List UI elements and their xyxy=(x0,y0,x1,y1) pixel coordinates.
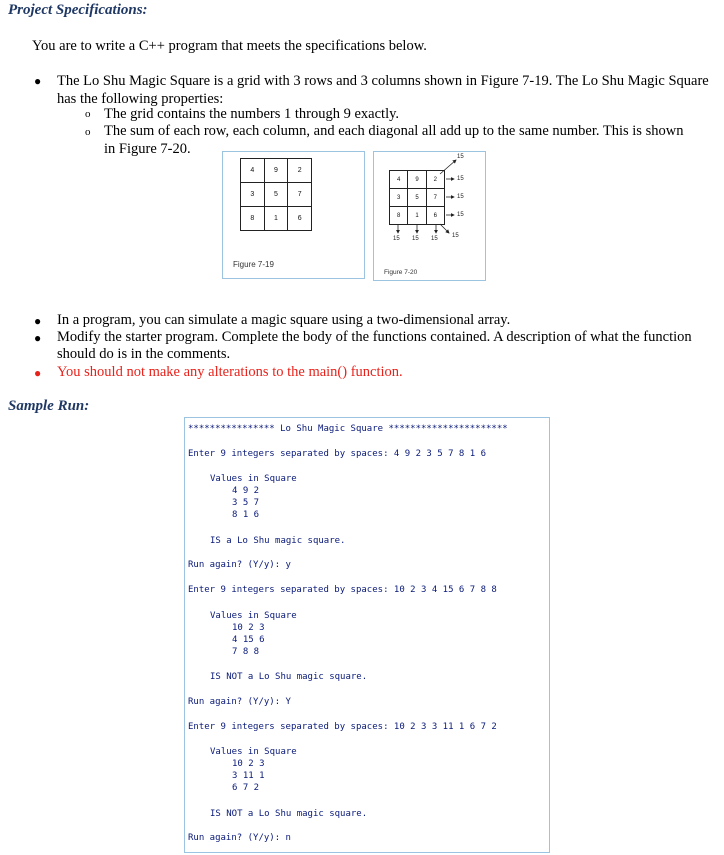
sum-label: 15 xyxy=(457,194,464,200)
console-line: 3 11 1 xyxy=(232,771,265,781)
figure-7-19 xyxy=(222,151,365,279)
intro-text: You are to write a C++ program that meets the specifications below. xyxy=(32,38,427,54)
sub-bullet-2-line-1: The sum of each row, each column, and each diagonal all add up to the same number. This is shown xyxy=(104,123,684,139)
bullet-1-line-1: The Lo Shu Magic Square is a grid with 3 rows and 3 columns shown in Figure 7-19. The Lo Shu Magic Square xyxy=(57,73,709,89)
grid-cell: 1 xyxy=(408,207,426,225)
console-line: Enter 9 integers separated by spaces: 10 2 3 3 11 1 6 7 2 xyxy=(188,722,497,732)
bullet-marker: ● xyxy=(34,74,42,88)
diagonal-arrow-up xyxy=(440,160,456,174)
bullet-marker: ● xyxy=(34,314,42,328)
console-line: 10 2 3 xyxy=(232,623,265,633)
sum-label: 15 xyxy=(431,236,438,242)
grid-cell: 3 xyxy=(390,189,408,207)
lo-shu-grid xyxy=(240,158,312,231)
figure-7-20 xyxy=(373,151,486,281)
console-line: Values in Square xyxy=(210,611,297,621)
grid-cell: 4 xyxy=(241,159,265,183)
console-line: Enter 9 integers separated by spaces: 4 9 2 3 5 7 8 1 6 xyxy=(188,449,487,459)
sum-label: 15 xyxy=(457,176,464,182)
grid-cell: 8 xyxy=(241,207,265,231)
grid-cell: 7 xyxy=(426,189,444,207)
bullet-1-line-2: has the following properties: xyxy=(57,91,224,107)
sub-bullet-marker: o xyxy=(85,108,91,120)
console-line: 3 5 7 xyxy=(232,498,260,508)
console-line: Run again? (Y/y): n xyxy=(188,833,291,843)
grid-cell: 9 xyxy=(408,171,426,189)
sum-label: 15 xyxy=(412,236,419,242)
grid-cell: 6 xyxy=(288,207,312,231)
grid-cell: 5 xyxy=(408,189,426,207)
grid-cell: 8 xyxy=(390,207,408,225)
figure-7-20-caption: Figure 7-20 xyxy=(384,269,418,276)
grid-cell: 7 xyxy=(288,183,312,207)
grid-cell: 2 xyxy=(288,159,312,183)
grid-cell: 3 xyxy=(241,183,265,207)
project-specifications-heading: Project Specifications: xyxy=(8,2,148,18)
sum-label: 15 xyxy=(457,154,464,160)
bullet-3-line-2: should do is in the comments. xyxy=(57,346,231,362)
sum-label: 15 xyxy=(452,233,459,239)
sample-run-heading: Sample Run: xyxy=(8,398,90,414)
console-line: Values in Square xyxy=(210,747,297,757)
sum-label: 15 xyxy=(457,212,464,218)
sum-label: 15 xyxy=(393,236,400,242)
console-line: 8 1 6 xyxy=(232,510,260,520)
console-line: 6 7 2 xyxy=(232,783,260,793)
console-line: IS NOT a Lo Shu magic square. xyxy=(210,672,368,682)
console-line: IS a Lo Shu magic square. xyxy=(210,536,346,546)
grid-cell: 1 xyxy=(264,207,288,231)
sub-bullet-1: The grid contains the numbers 1 through 9 exactly. xyxy=(104,106,400,122)
diagonal-arrow-down xyxy=(440,224,449,233)
grid-cell: 4 xyxy=(390,171,408,189)
grid-cell: 5 xyxy=(264,183,288,207)
grid-cell: 9 xyxy=(264,159,288,183)
console-line: 4 9 2 xyxy=(232,486,260,496)
console-line: **************** Lo Shu Magic Square ********************** xyxy=(188,424,508,434)
bullet-4-warning: You should not make any alterations to the main() function. xyxy=(57,364,403,380)
console-line: Values in Square xyxy=(210,474,297,484)
grid-cell: 2 xyxy=(426,171,444,189)
console-line: Run again? (Y/y): y xyxy=(188,560,291,570)
bullet-3-line-1: Modify the starter program. Complete the body of the functions contained. A description of what the function xyxy=(57,329,692,345)
bullet-marker: ● xyxy=(34,366,42,380)
grid-cell: 6 xyxy=(426,207,444,225)
console-line: 10 2 3 xyxy=(232,759,265,769)
bullet-2: In a program, you can simulate a magic square using a two-dimensional array. xyxy=(57,312,511,328)
console-line: Run again? (Y/y): Y xyxy=(188,697,291,707)
sum-arrows xyxy=(374,152,485,280)
console-line: 7 8 8 xyxy=(232,647,260,657)
sub-bullet-marker: o xyxy=(85,126,91,138)
console-output xyxy=(184,417,550,853)
console-line: IS NOT a Lo Shu magic square. xyxy=(210,809,368,819)
console-line: Enter 9 integers separated by spaces: 10 2 3 4 15 6 7 8 8 xyxy=(188,585,497,595)
figure-7-19-caption: Figure 7-19 xyxy=(233,260,274,269)
console-line: 4 15 6 xyxy=(232,635,265,645)
bullet-marker: ● xyxy=(34,331,42,345)
sub-bullet-2-line-2: in Figure 7-20. xyxy=(104,141,191,157)
